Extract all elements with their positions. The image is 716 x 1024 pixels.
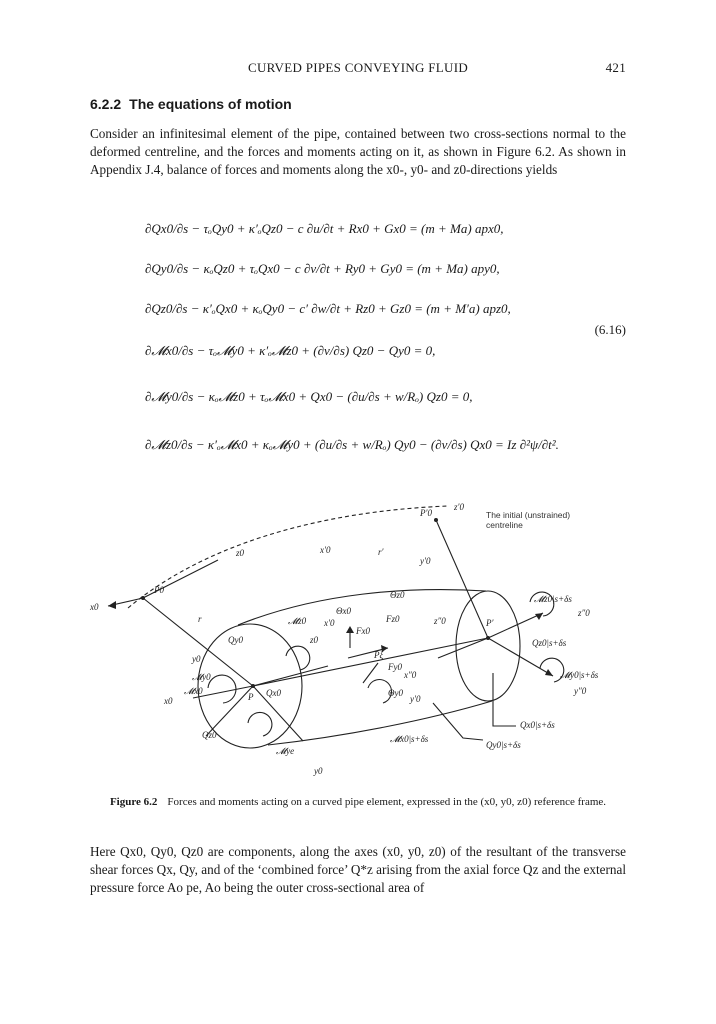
label-x0-prime: x′0	[320, 545, 331, 555]
label-x0-low: x0	[164, 696, 173, 706]
label-q-z0-right: Qz0|s+δs	[532, 638, 567, 648]
moment-arc-my0	[248, 712, 272, 736]
equation-line: ∂Qx0/∂s − τₒQy0 + κ′ₒQz0 − c ∂u/∂t + Rx0 + Gx0 = (m + Ma) apx0,	[145, 221, 504, 236]
label-theta-y0: Θy0	[388, 688, 403, 698]
equation-line: ∂𝓜x0/∂s − τₒ𝓜y0 + κ′ₒ𝓜z0 + (∂v/∂s) Qz0 − Qy0 = 0,	[145, 343, 436, 358]
label-z0-prime: z′0	[454, 502, 464, 512]
equation-line: ∂Qy0/∂s − κₒQz0 + τₒQx0 − c ∂v/∂t + Ry0 + Gy0 = (m + Ma) apy0,	[145, 261, 500, 276]
label-q-x0-right: Qx0|s+δs	[520, 720, 555, 730]
equation-line: ∂𝓜y0/∂s − κₒ𝓜z0 + τₒ𝓜x0 + Qx0 − (∂u/∂s + w/Rₒ) Qz0 = 0,	[145, 389, 473, 404]
caption-label: Figure 6.2	[109, 796, 158, 808]
label-z0-pp: z″0	[434, 616, 446, 626]
right-cross-section	[456, 591, 520, 701]
label-initial-centreline-2: centreline	[486, 520, 523, 530]
label-z0-pp-right: z″0	[578, 608, 590, 618]
equation-line: ∂Qz0/∂s − κ′ₒQx0 + κₒQy0 − c′ ∂w/∂t + Rz0 + Gz0 = (m + M′a) apz0,	[145, 301, 511, 316]
leader-qy0	[433, 703, 483, 740]
label-p-prime: P′	[486, 618, 494, 628]
arrowhead	[108, 601, 116, 609]
figure-6-2	[88, 498, 628, 780]
label-y0-bottom: y0	[314, 766, 323, 776]
label-q-y0: Qy0	[228, 635, 243, 645]
label-m-z0-right: 𝓜z0|s+δs	[534, 594, 572, 604]
moment-arc-mz0	[286, 646, 310, 670]
section-title: The equations of motion	[129, 96, 292, 112]
label-m-ye: 𝓜ye	[276, 746, 295, 756]
label-r: r	[198, 614, 202, 624]
label-q-y0-bottom: Qy0|s+δs	[486, 740, 521, 750]
label-z0: z0	[236, 548, 245, 558]
running-title: CURVED PIPES CONVEYING FLUID	[247, 60, 469, 75]
label-m-y0-right: 𝓜y0|s+δs	[560, 670, 599, 680]
label-q-x0: Qx0	[266, 688, 281, 698]
point-p0	[141, 596, 145, 600]
point-p0-prime	[434, 518, 438, 522]
label-y0-prime: y′0	[420, 556, 431, 566]
intro-paragraph: Consider an infinitesimal element of the pipe, contained between two cross-sections normal to the deformed centreline, and the forces and moments acting on it, as shown in Figure 6.2. As shown in Appendix J.4, balance of forces and moments along the x0-, y0- and z0-directions yields	[90, 126, 626, 177]
page-number: 421	[605, 60, 626, 75]
label-m-x0: 𝓜x0	[184, 686, 203, 696]
axis-x0-pp	[438, 638, 488, 658]
label-r-prime: r′	[378, 547, 384, 557]
label-theta-x0: Θx0	[336, 606, 351, 616]
label-initial-centreline: The initial (unstrained)	[486, 510, 571, 520]
label-p0: P0	[154, 585, 164, 595]
label-fy0: Fy0	[388, 662, 402, 672]
label-q-z0: Qz0	[202, 730, 217, 740]
equation-block	[145, 212, 626, 470]
label-m-z0: 𝓜z0	[288, 616, 307, 626]
figure-caption	[90, 795, 626, 809]
moment-arc-mx0	[208, 675, 236, 703]
label-p0-prime: P′0	[420, 508, 432, 518]
label-y0-left: y0	[192, 654, 201, 664]
label-p: P	[248, 692, 254, 702]
label-y0-inner: y′0	[410, 694, 421, 704]
label-z0-inner: z0	[310, 635, 319, 645]
equation-number: (6.16)	[594, 322, 626, 337]
equation-line: ∂𝓜z0/∂s − κ′ₒ𝓜x0 + κₒ𝓜y0 + (∂u/∂s + w/Rₒ) Qy0 − (∂v/∂s) Qx0 = Iz ∂²ψ/∂t².	[145, 437, 559, 452]
caption-text: Forces and moments acting on a curved pipe element, expressed in the (x0, y0, z0) reference frame.	[167, 796, 607, 808]
label-x0-pp: x″0	[404, 670, 417, 680]
pipe-top-edge	[238, 590, 486, 625]
section-number: 6.2.2	[90, 96, 122, 112]
arrowhead	[346, 626, 354, 633]
label-x0-left: x0	[90, 602, 99, 612]
label-m-x0-bottom: 𝓜x0|s+δs	[390, 734, 429, 744]
label-m-y0: 𝓜y0	[192, 672, 211, 682]
label-fz0: Fz0	[386, 614, 400, 624]
deformed-centreline	[253, 638, 488, 686]
section-heading	[90, 96, 292, 112]
label-p-xi: Pξ	[374, 650, 384, 660]
point-p-prime	[486, 636, 490, 640]
closing-paragraph: Here Qx0, Qy0, Qz0 are components, along the axes (x0, y0, z0) of the resultant of the transverse shear forces Qx, Qy, and of the ‘combined force’ Q*z arising from the axial force Qz and the external pressure force Ao pe, Ao being the outer cross-sectional area of	[90, 844, 626, 895]
label-theta-z0: Θz0	[390, 590, 405, 600]
label-x0-inner: x′0	[324, 618, 335, 628]
point-p	[251, 684, 255, 688]
label-y0-pp-right: y″0	[574, 686, 587, 696]
axis-z0-at-p	[253, 666, 328, 686]
label-fx0: Fx0	[356, 626, 370, 636]
pipe-bottom-edge	[268, 701, 492, 745]
curved-pipe-diagram	[88, 498, 628, 780]
